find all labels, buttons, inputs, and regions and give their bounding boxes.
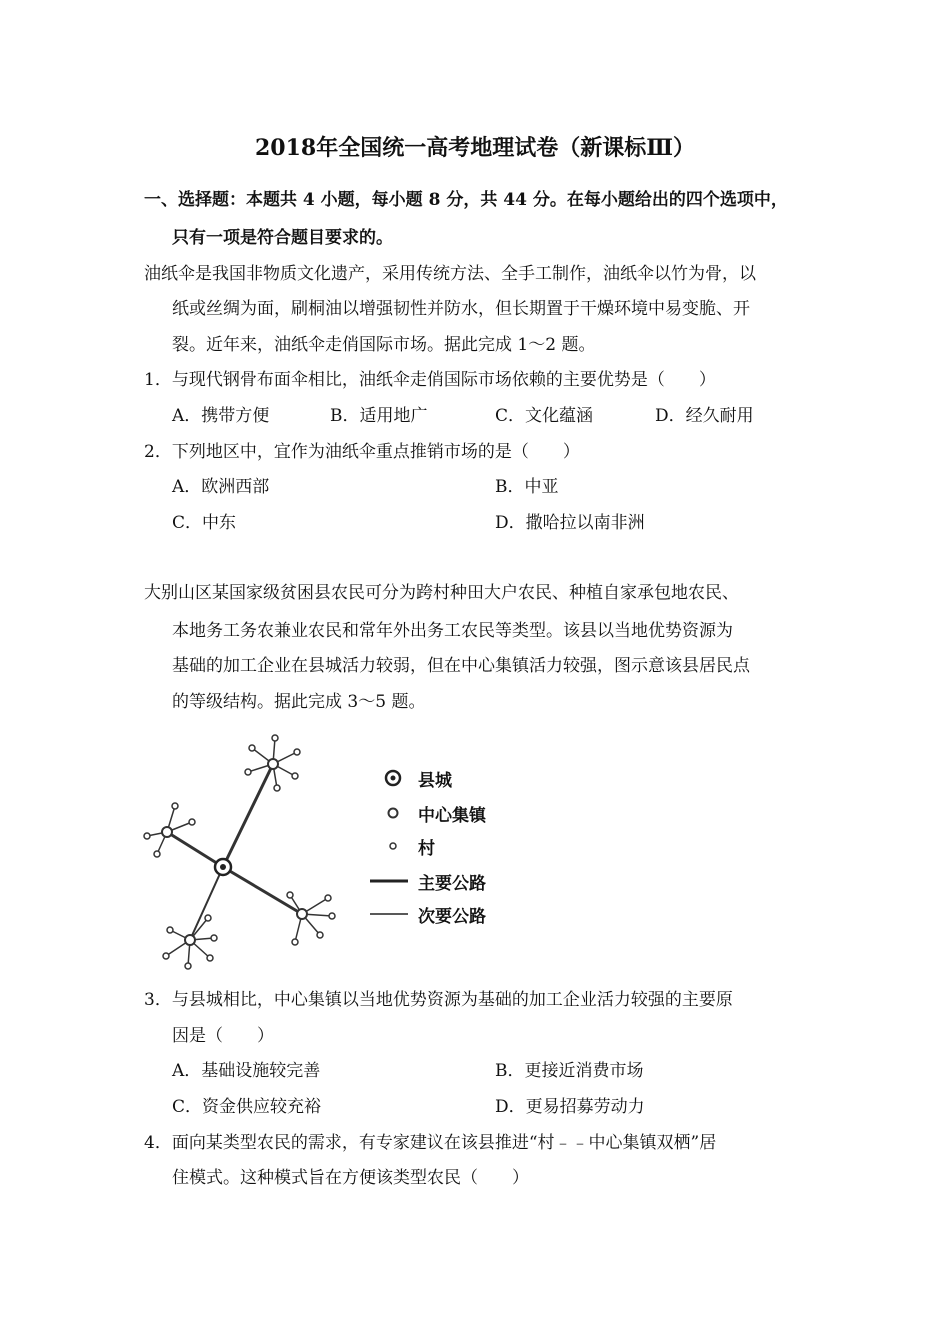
section-heading: 一、选择题：本题共 4 小题，每小题 8 分，共 44 分。在每小题给出的四个选项中， [144,190,788,210]
town-marker [268,759,278,769]
village-marker [211,935,217,941]
village-marker [287,892,293,898]
passage2-line3: 基础的加工企业在县城活力较弱，但在中心集镇活力较强，图示意该县居民点 [172,656,750,676]
passage2-line4: 的等级结构。据此完成 3～5 题。 [172,692,426,712]
village-marker [245,769,251,775]
question-2-stem: 2．下列地区中，宜作为油纸伞重点推销市场的是（ ） [144,442,580,462]
passage1-line1: 油纸伞是我国非物质文化遗产，采用传统方法、全手工制作，油纸伞以竹为骨，以 [144,264,756,284]
passage1-line3: 裂。近年来，油纸伞走俏国际市场。据此完成 1～2 题。 [172,335,596,355]
settlement-network-diagram [140,730,520,980]
question-1-stem: 1．与现代钢骨布面伞相比，油纸伞走俏国际市场依赖的主要优势是（ ） [144,370,716,390]
village-marker [317,932,323,938]
village-marker [292,939,298,945]
question-1-option-a[interactable]: A．携带方便 [172,406,270,426]
village-marker [274,785,280,791]
village-marker [185,963,191,969]
village-marker [294,749,300,755]
question-2-option-a[interactable]: A．欧洲西部 [172,477,270,497]
county-seat-marker [215,859,231,875]
village-marker [249,745,255,751]
legend-minor-road-label: 次要公路 [418,907,486,927]
page-title: 2018年全国统一高考地理试卷（新课标Ⅲ） [254,135,696,161]
question-1-option-d[interactable]: D．经久耐用 [655,406,754,426]
village-marker [189,819,195,825]
question-3-option-c[interactable]: C．资金供应较充裕 [172,1097,322,1117]
legend-town-label: 中心集镇 [418,806,486,826]
main-road [223,764,273,867]
question-2-option-d[interactable]: D．撒哈拉以南非洲 [495,513,645,533]
main-road [223,867,302,914]
legend-village-label: 村 [418,839,435,859]
question-3-option-b[interactable]: B．更接近消费市场 [495,1061,644,1081]
question-4-stem: 4．面向某类型农民的需求，有专家建议在该县推进“村﹣﹣中心集镇双栖”居 [144,1133,717,1153]
question-3-option-d[interactable]: D．更易招募劳动力 [495,1097,645,1117]
village-marker [205,915,211,921]
question-2-option-b[interactable]: B．中亚 [495,477,559,497]
village-marker [272,735,278,741]
passage2-line1: 大别山区某国家级贫困县农民可分为跨村种田大户农民、种植自家承包地农民、 [144,583,739,603]
question-1-option-b[interactable]: B．适用地广 [330,406,428,426]
town-marker [185,935,195,945]
village-marker [154,851,160,857]
legend-county-symbol [386,771,400,785]
question-3-option-a[interactable]: A．基础设施较完善 [172,1061,321,1081]
passage1-line2: 纸或丝绸为面，刷桐油以增强韧性并防水，但长期置于干燥环境中易变脆、开 [172,299,750,319]
village-marker [207,955,213,961]
village-marker [167,927,173,933]
main-road [167,832,223,867]
question-3-stem-cont: 因是（ ） [172,1026,274,1046]
village-marker [329,913,335,919]
settlement-hierarchy-figure [140,730,520,980]
passage2-line2: 本地务工务农兼业农民和常年外出务工农民等类型。该县以当地优势资源为 [172,621,733,641]
legend-county-label: 县城 [418,771,452,791]
legend-town-symbol [389,809,398,818]
question-2-option-c[interactable]: C．中东 [172,513,237,533]
village-marker [144,833,150,839]
village-marker [292,773,298,779]
village-marker [172,803,178,809]
town-marker [162,827,172,837]
question-4-stem-cont: 住模式。这种模式旨在方便该类型农民（ ） [172,1168,529,1188]
village-marker [325,895,331,901]
legend-main-road-label: 主要公路 [418,874,486,894]
question-3-stem: 3．与县城相比，中心集镇以当地优势资源为基础的加工企业活力较强的主要原 [144,990,733,1010]
village-marker [163,953,169,959]
minor-road [190,867,223,940]
legend-village-symbol [390,843,396,849]
question-1-option-c[interactable]: C．文化蕴涵 [495,406,594,426]
section-heading-cont: 只有一项是符合题目要求的。 [172,228,393,248]
town-marker [297,909,307,919]
